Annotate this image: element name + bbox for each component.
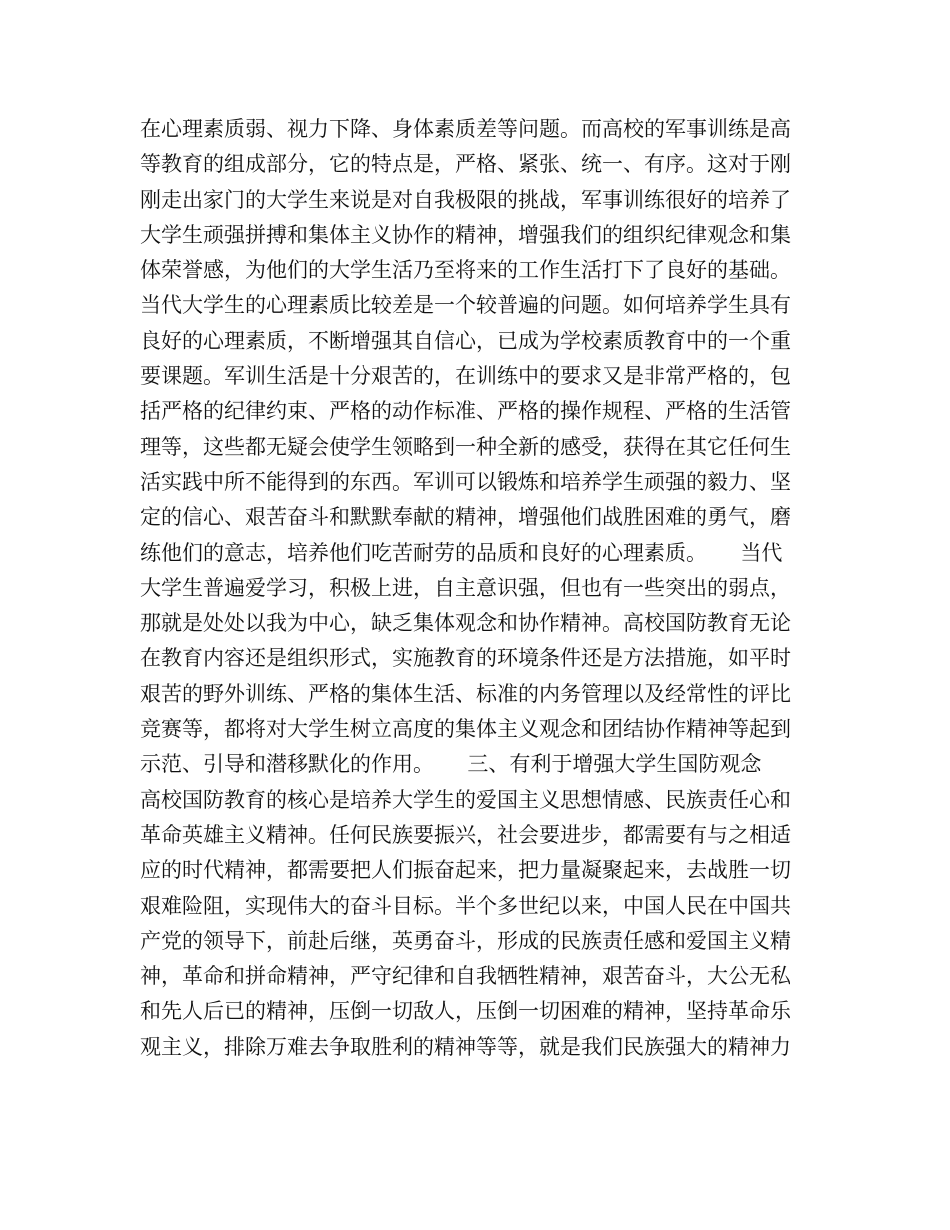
text-line: 艰苦的野外训练、严格的集体生活、标准的内务管理以及经常性的评比 <box>140 681 791 706</box>
text-line: 和先人后已的精神，压倒一切敌人，压倒一切困难的精神，坚持革命乐 <box>140 999 791 1024</box>
text-line: 高校国防教育的核心是培养大学生的爱国主义思想情感、民族责任心和 <box>140 787 791 812</box>
text-line: 在心理素质弱、视力下降、身体素质差等问题。而高校的军事训练是高 <box>140 117 791 141</box>
text-line: 大学生普遍爱学习，积极上进，自主意识强，但也有一些突出的弱点， <box>140 575 791 600</box>
text-line: 艰难险阻，实现伟大的奋斗目标。半个多世纪以来，中国人民在中国共 <box>140 893 791 918</box>
text-line: 产党的领导下，前赴后继，英勇奋斗，形成的民族责任感和爱国主义精 <box>140 928 791 953</box>
text-line: 练他们的意志，培养他们吃苦耐劳的品质和良好的心理素质。 当代 <box>140 540 783 565</box>
text-line: 应的时代精神，都需要把人们振奋起来，把力量凝聚起来，去战胜一切 <box>140 858 791 883</box>
text-line: 等教育的组成部分，它的特点是，严格、紧张、统一、有序。这对于刚 <box>140 152 791 177</box>
text-line: 大学生顽强拼搏和集体主义协作的精神，增强我们的组织纪律观念和集 <box>140 222 791 247</box>
body-text <box>140 112 820 1065</box>
text-line: 活实践中所不能得到的东西。军训可以锻炼和培养学生顽强的毅力、坚 <box>140 469 791 494</box>
text-line: 在教育内容还是组织形式，实施教育的环境条件还是方法措施，如平时 <box>140 646 791 671</box>
text-line: 体荣誉感，为他们的大学生活乃至将来的工作生活打下了良好的基础。 <box>140 258 791 283</box>
text-line: 当代大学生的心理素质比较差是一个较普遍的问题。如何培养学生具有 <box>140 293 791 318</box>
text-line: 示范、引导和潜移默化的作用。 三、有利于增强大学生国防观念 <box>140 752 762 777</box>
text-line: 定的信心、艰苦奋斗和默默奉献的精神，增强他们战胜困难的勇气，磨 <box>140 505 791 530</box>
text-line: 革命英雄主义精神。任何民族要振兴，社会要进步，都需要有与之相适 <box>140 822 791 847</box>
text-line: 观主义，排除万难去争取胜利的精神等等，就是我们民族强大的精神力 <box>140 1034 791 1059</box>
text-line: 神，革命和拼命精神，严守纪律和自我牺牲精神，艰苦奋斗，大公无私 <box>140 964 791 989</box>
text-line: 刚走出家门的大学生来说是对自我极限的挑战，军事训练很好的培养了 <box>140 187 791 212</box>
text-line: 括严格的纪律约束、严格的动作标准、严格的操作规程、严格的生活管 <box>140 399 791 424</box>
text-line: 要课题。军训生活是十分艰苦的，在训练中的要求又是非常严格的，包 <box>140 364 791 389</box>
text-line: 竞赛等，都将对大学生树立高度的集体主义观念和团结协作精神等起到 <box>140 717 791 742</box>
text-line: 理等，这些都无疑会使学生领略到一种全新的感受，获得在其它任何生 <box>140 434 791 459</box>
text-line: 良好的心理素质，不断增强其自信心，已成为学校素质教育中的一个重 <box>140 328 791 353</box>
text-line: 那就是处处以我为中心，缺乏集体观念和协作精神。高校国防教育无论 <box>140 611 791 636</box>
